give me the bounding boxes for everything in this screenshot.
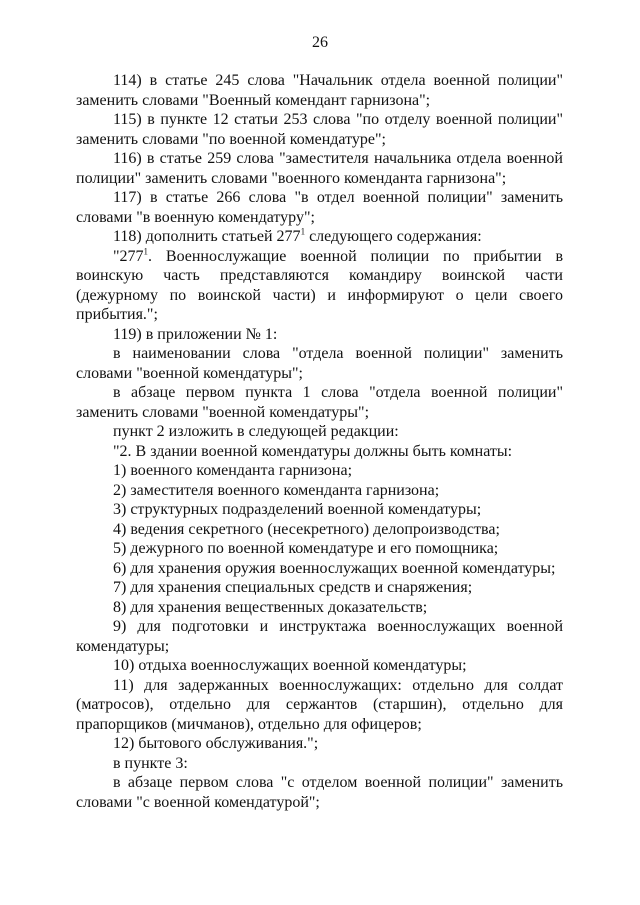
paragraph-119: 119) в приложении № 1: <box>113 325 278 343</box>
superscript: 1 <box>300 226 306 237</box>
superscript: 1 <box>143 246 149 257</box>
room-item-8: 8) для хранения вещественных доказательств; <box>113 598 428 616</box>
page-number: 26 <box>312 34 328 51</box>
paragraph-119-point1-change: в абзаце первом пункта 1 слова "отдела военной полиции" заменить словами "военной комендатуры"; <box>76 384 563 421</box>
room-item-7: 7) для хранения специальных средств и снаряжения; <box>113 579 473 596</box>
room-item-9: 9) для подготовки и инструктажа военнослужащих военной комендатуры; <box>76 618 563 655</box>
article-277-1-text <box>76 247 563 325</box>
point-2-heading: "2. В здании военной комендатуры должны быть комнаты: <box>113 442 513 460</box>
paragraph-118 <box>76 227 563 247</box>
document-body <box>76 71 563 812</box>
article-277-1-start: "277 <box>113 247 144 265</box>
room-item-5: 5) дежурного по военной комендатуре и его помощника; <box>113 540 499 557</box>
paragraph-118-text: 118) дополнить статьей 277 <box>113 228 301 245</box>
room-item-12: 12) бытового обслуживания."; <box>113 735 319 752</box>
paragraph-119-point2-intro: пункт 2 изложить в следующей редакции: <box>113 423 399 440</box>
room-item-3: 3) структурных подразделений военной комендатуры; <box>113 501 482 518</box>
room-item-11: 11) для задержанных военнослужащих: отдельно для солдат (матросов), отдельно для сержантов (старшин), отдельно для прапорщиков (мичманов), отдельно для офицеров; <box>76 676 563 733</box>
room-item-1: 1) военного коменданта гарнизона; <box>113 462 353 479</box>
paragraph-118-text-end: следующего содержания: <box>305 228 482 245</box>
room-item-6: 6) для хранения оружия военнослужащих военной комендатуры; <box>113 559 556 577</box>
paragraph-115: 115) в пункте 12 статьи 253 слова "по отделу военной полиции" заменить словами "по военной комендатуре"; <box>76 111 563 148</box>
paragraph-116: 116) в статье 259 слова "заместителя начальника отдела военной полиции" заменить словами "военного коменданта гарнизона"; <box>76 150 563 187</box>
room-item-10: 10) отдыха военнослужащих военной комендатуры; <box>113 657 467 674</box>
room-item-4: 4) ведения секретного (несекретного) делопроизводства; <box>113 520 500 538</box>
paragraph-119-point3-change: в абзаце первом слова "с отделом военной полиции" заменить словами "с военной комендатурой"; <box>76 774 563 811</box>
article-277-1-body: . Военнослужащие военной полиции по прибытии в воинскую часть представляются командиру воинской части (дежурному по воинской части) и информируют о цели своего прибытия."; <box>76 247 563 323</box>
room-item-2: 2) заместителя военного коменданта гарнизона; <box>113 481 440 499</box>
paragraph-119-point3-intro: в пункте 3: <box>113 754 188 772</box>
paragraph-117: 117) в статье 266 слова "в отдел военной полиции" заменить словами "в военную комендатуру"; <box>76 189 563 226</box>
paragraph-114: 114) в статье 245 слова "Начальник отдела военной полиции" заменить словами "Военный комендант гарнизона"; <box>76 72 563 109</box>
paragraph-119-title-change: в наименовании слова "отдела военной полиции" заменить словами "военной комендатуры"; <box>76 345 563 382</box>
